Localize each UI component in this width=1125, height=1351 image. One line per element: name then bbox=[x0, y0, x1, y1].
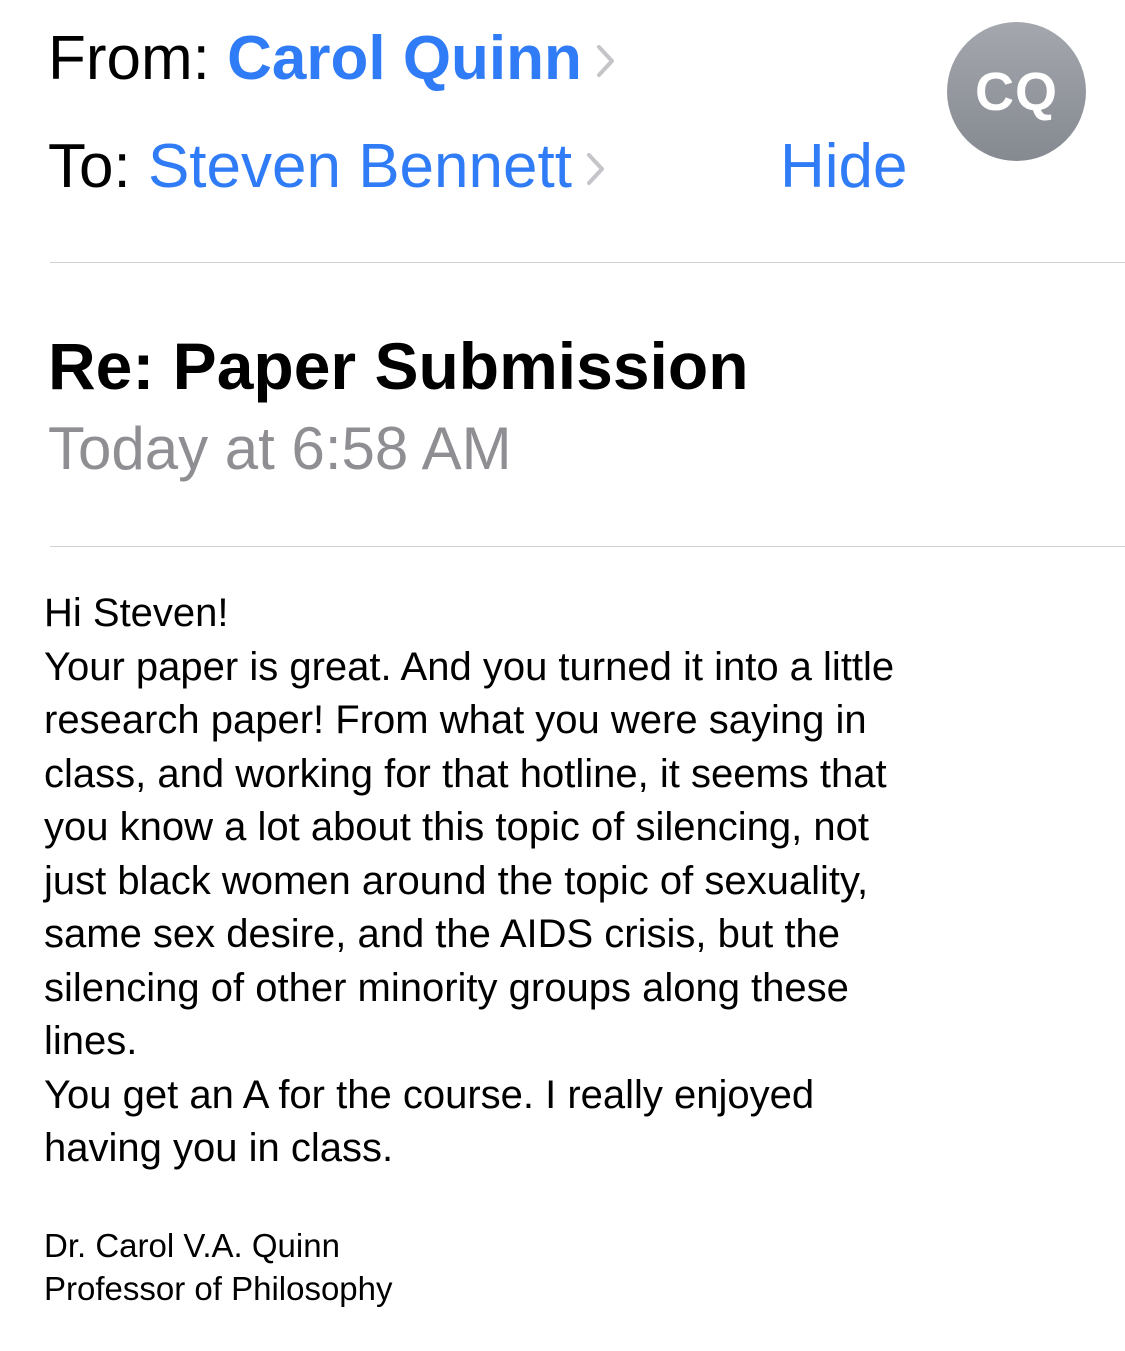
body-line: having you in class. bbox=[44, 1126, 394, 1170]
body-line: Hi Steven! bbox=[44, 591, 229, 635]
from-label: From: bbox=[48, 24, 210, 93]
hide-details-button[interactable]: Hide bbox=[780, 132, 908, 201]
body-line: silencing of other minority groups along these bbox=[44, 965, 849, 1010]
avatar-initials: CQ bbox=[975, 61, 1058, 122]
email-subject: Re: Paper Submission bbox=[48, 329, 749, 403]
body-line: lines. bbox=[44, 1019, 138, 1063]
to-label: To: bbox=[48, 132, 131, 201]
signature-title: Professor of Philosophy bbox=[44, 1270, 393, 1307]
body-line: class, and working for that hotline, it seems that bbox=[44, 751, 887, 796]
avatar[interactable] bbox=[947, 22, 1086, 161]
body-line: just black women around the topic of sexuality, bbox=[44, 858, 869, 903]
divider bbox=[50, 546, 1125, 547]
divider bbox=[50, 262, 1125, 263]
recipient-name-link[interactable]: Steven Bennett bbox=[147, 132, 572, 201]
sender-name-link[interactable]: Carol Quinn bbox=[227, 24, 582, 93]
to-row bbox=[48, 132, 606, 202]
email-date: Today at 6:58 AM bbox=[48, 415, 512, 482]
body-line: research paper! From what you were saying in bbox=[44, 698, 867, 742]
signature-name: Dr. Carol V.A. Quinn bbox=[44, 1227, 340, 1264]
body-line: You get an A for the course. I really enjoyed bbox=[44, 1072, 815, 1117]
email-signature bbox=[44, 1224, 393, 1310]
body-line: same sex desire, and the AIDS crisis, but the bbox=[44, 912, 840, 956]
from-row bbox=[48, 24, 616, 94]
chevron-right-icon[interactable] bbox=[586, 135, 606, 197]
chevron-right-icon[interactable] bbox=[596, 27, 616, 89]
email-body bbox=[44, 587, 1084, 1176]
body-line: Your paper is great. And you turned it into a little bbox=[44, 644, 895, 689]
body-line: you know a lot about this topic of silencing, not bbox=[44, 805, 869, 849]
